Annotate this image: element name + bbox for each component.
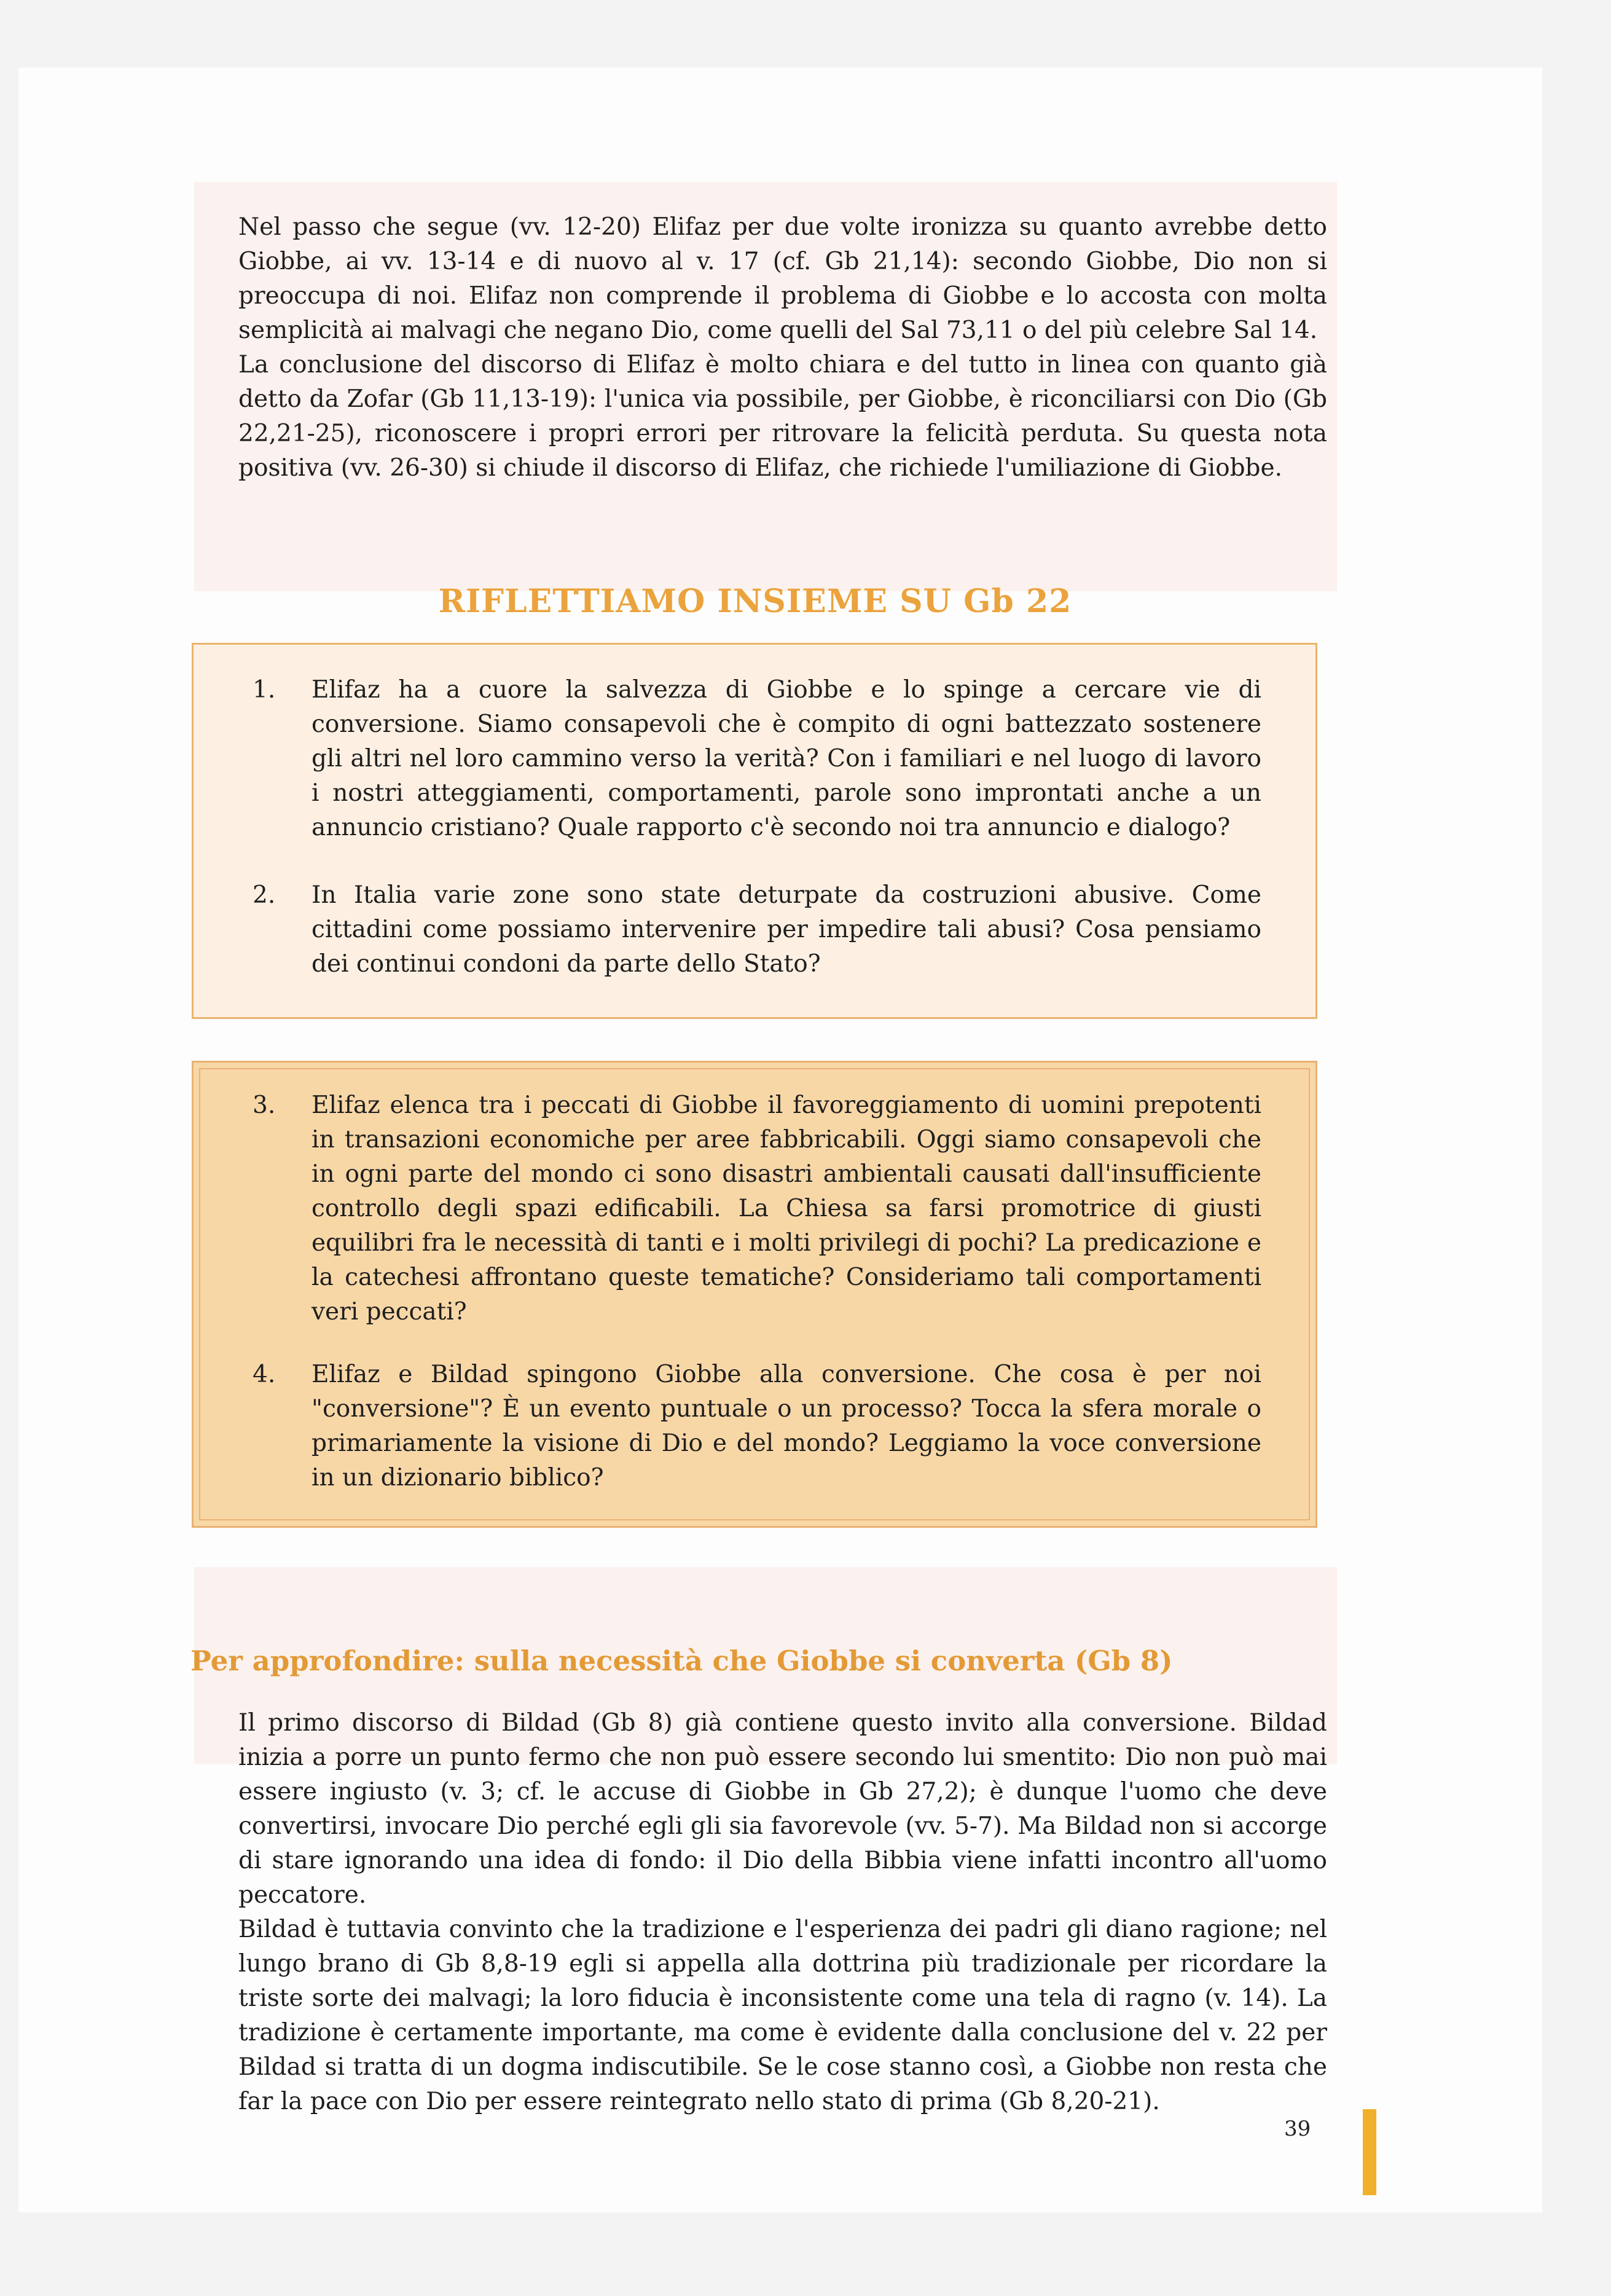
question-item [253, 878, 1261, 981]
page-number: 39 [1284, 2117, 1311, 2141]
question-item [253, 1088, 1261, 1329]
deepening-paragraph: Il primo discorso di Bildad (Gb 8) già contiene questo invito alla conversione. Bildad inizia a porre un punto fermo che non può essere secondo lui smentito: Dio non può mai essere ingiusto (v. 3; cf. le accuse di Giobbe in Gb 27,2); è dunque l'uomo che deve convertirsi, invocare Dio perché egli gli sia favorevole (vv. 5-7). Ma Bildad non si accorge di stare ignorando una idea di fondo: il Dio della Bibbia viene infatti incontro all'uomo peccatore. [238, 1709, 1327, 1909]
page-marker-bar [1363, 2109, 1376, 2195]
question-number: 1. [253, 676, 276, 704]
question-number: 4. [253, 1361, 276, 1388]
question-text: Elifaz ha a cuore la salvezza di Giobbe e lo spinge a cercare vie di conversione. Siamo consapevoli che è compito di ogni battezzato sostenere gli altri nel loro cammino verso la verità? Con i familiari e nel luogo di lavoro i nostri atteggiamenti, comportamenti, parole sono improntati anche a un annuncio cristiano? Quale rapporto c'è secondo noi tra annuncio e dialogo? [312, 676, 1261, 841]
deepening-text [238, 1706, 1327, 2119]
reflection-box-1 [192, 643, 1317, 1019]
intro-paragraph: La conclusione del discorso di Elifaz è molto chiara e del tutto in linea con quanto già detto da Zofar (Gb 11,13-19): l'unica via possibile, per Giobbe, è riconciliarsi con Dio (Gb 22,21-25), riconoscere i propri errori per ritrovare la felicità perduta. Su questa nota positiva (vv. 26-30) si chiude il discorso di Elifaz, che richiede l'umiliazione di Giobbe. [238, 351, 1327, 482]
question-number: 2. [253, 881, 276, 909]
question-text: In Italia varie zone sono state deturpate da costruzioni abusive. Come cittadini come possiamo intervenire per impedire tali abusi? Cosa pensiamo dei continui condoni da parte dello Stato? [312, 881, 1261, 978]
deepening-paragraph: Bildad è tuttavia convinto che la tradizione e l'esperienza dei padri gli diano ragione; nel lungo brano di Gb 8,8-19 egli si appella alla dottrina più tradizionale per ricordare la triste sorte dei malvagi; la loro fiducia è inconsistente come una tela di ragno (v. 14). La tradizione è certamente importante, ma come è evidente dalla conclusione del v. 22 per Bildad si tratta di un dogma indiscutibile. Se le cose stanno così, a Giobbe non resta che far la pace con Dio per essere reintegrato nello stato di prima (Gb 8,20-21). [238, 1916, 1327, 2115]
question-item [253, 1358, 1261, 1495]
reflection-title: RIFLETTIAMO INSIEME SU Gb 22 [438, 583, 1072, 620]
reflection-box-2 [192, 1061, 1317, 1528]
question-text: Elifaz e Bildad spingono Giobbe alla conversione. Che cosa è per noi "conversione"? È un evento puntuale o un processo? Tocca la sfera morale o primariamente la visione di Dio e del mondo? Leggiamo la voce conversione in un dizionario biblico? [312, 1361, 1261, 1492]
intro-text [238, 210, 1327, 486]
question-number: 3. [253, 1091, 276, 1119]
question-text: Elifaz elenca tra i peccati di Giobbe il favoreggiamento di uomini prepotenti in transazioni economiche per aree fabbricabili. Oggi siamo consapevoli che in ogni parte del mondo ci sono disastri ambientali causati dall'insufficiente controllo degli spazi edificabili. La Chiesa sa farsi promotrice di giusti equilibri fra le necessità di tanti e i molti privilegi di pochi? La predicazione e la catechesi affrontano queste tematiche? Consideriamo tali comportamenti veri peccati? [312, 1091, 1261, 1326]
intro-paragraph: Nel passo che segue (vv. 12-20) Elifaz per due volte ironizza su quanto avrebbe detto Giobbe, ai vv. 13-14 e di nuovo al v. 17 (cf. Gb 21,14): secondo Giobbe, Dio non si preoccupa di noi. Elifaz non comprende il problema di Giobbe e lo accosta con molta semplicità ai malvagi che negano Dio, come quelli del Sal 73,11 o del più celebre Sal 14. [238, 213, 1327, 344]
deepening-title: Per approfondire: sulla necessità che Giobbe si converta (Gb 8) [190, 1645, 1173, 1677]
question-item [253, 673, 1261, 845]
